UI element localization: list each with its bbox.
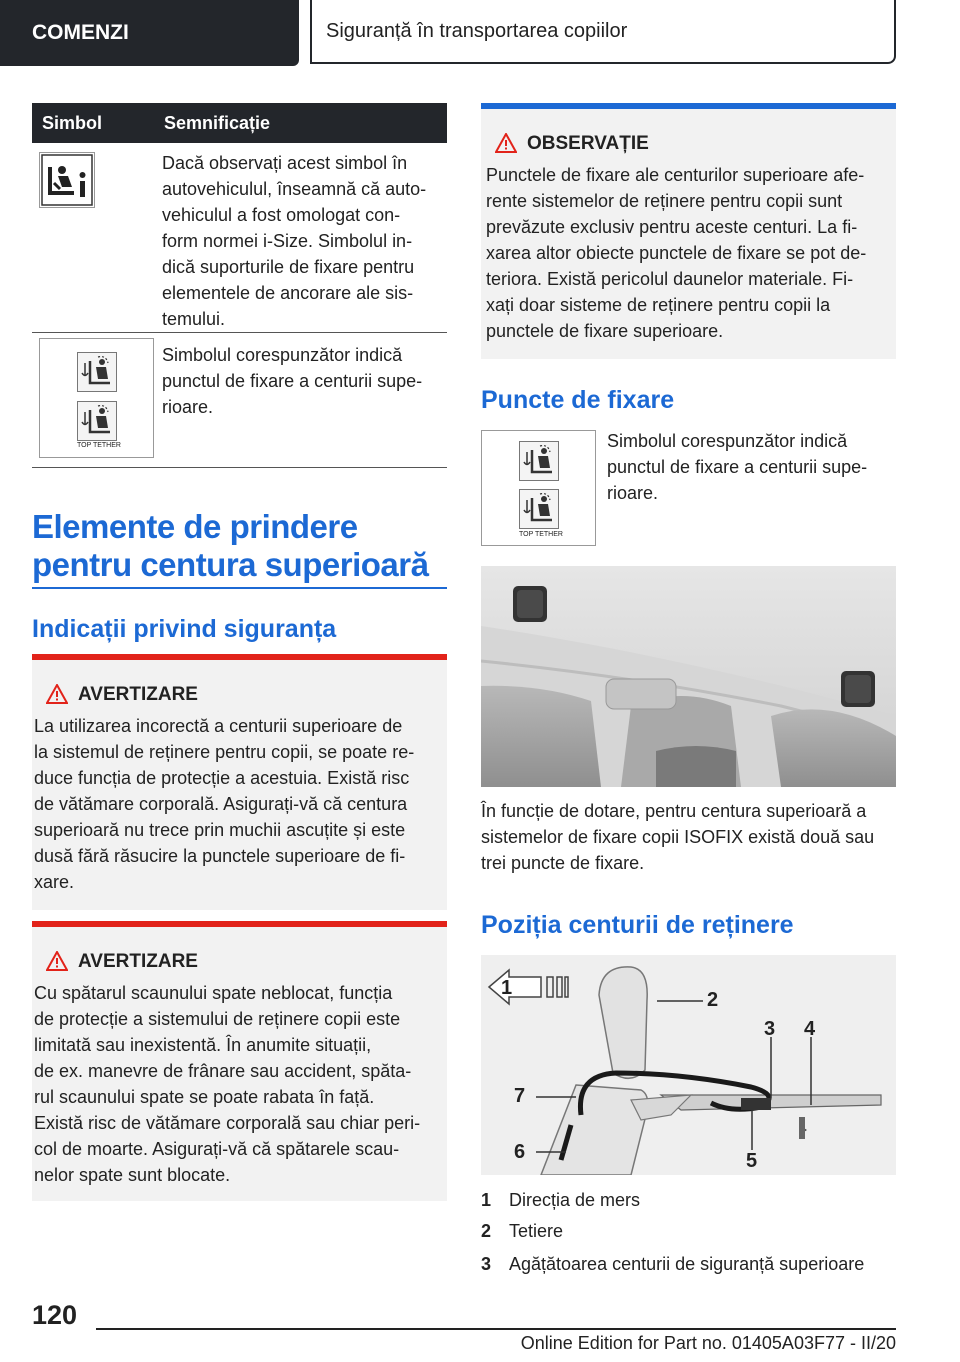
warning-triangle-icon: [46, 684, 68, 704]
text-line: de vătămare corporală. Asigurați-vă că centura: [34, 794, 408, 814]
diagram-label: 5: [746, 1150, 758, 1172]
diagram-graphic: [481, 955, 896, 1175]
section-heading: [32, 508, 447, 584]
belt-position-diagram: [481, 955, 896, 1175]
anchor-seat-icon: [77, 352, 117, 392]
text-line: punctul de fixare a centurii supe-: [607, 457, 868, 477]
diagram-label: 7: [514, 1085, 526, 1107]
text-line: rioare.: [162, 397, 214, 417]
text-line: la sistemul de reținere pentru copii, se poate re-: [34, 742, 415, 762]
text-line: nelor spate sunt blocate.: [34, 1165, 231, 1185]
heading-line: pentru centura superioară: [32, 546, 429, 583]
top-tether-anchor-icon: [39, 338, 154, 458]
text-line: xare.: [34, 872, 75, 892]
top-tether-caption: TOP TETHER: [519, 531, 563, 538]
text-line: col de moarte. Asigurați-vă că spătarele scau-: [34, 1139, 400, 1159]
text-line: rente sistemelor de reținere pentru copii sunt: [486, 191, 843, 211]
safety-subheading: Indicații privind siguranța: [32, 615, 337, 643]
text-line: superioară nu trece prin muchii ascuțite și este: [34, 820, 406, 840]
text-line: dusă fără răsucire la punctele superioare de fi-: [34, 846, 406, 866]
fixing-points-text: [607, 428, 897, 506]
diagram-label: 6: [514, 1141, 526, 1163]
legend-number: 3: [481, 1254, 492, 1274]
warning-title: AVERTIZARE: [78, 684, 198, 705]
text-line: xați doar sisteme de reținere pentru copii la: [486, 295, 831, 315]
text-line: xarea altor obiecte punctele de fixare se pot de-: [486, 243, 867, 263]
text-line: teriora. Există pericolul daunelor materiale. Fi-: [486, 269, 854, 289]
section-label: Siguranță în transportarea copiilor: [326, 19, 628, 42]
diagram-label: 3: [764, 1018, 776, 1040]
text-line: Simbolul corespunzător indică: [607, 431, 848, 451]
equipment-text: [481, 798, 901, 876]
text-line: de protecție a sistemului de reținere copii este: [34, 1009, 401, 1029]
text-line: punctele de fixare superioare.: [486, 321, 724, 341]
chapter-label: COMENZI: [32, 21, 129, 44]
warning-box: [32, 927, 447, 1201]
diagram-label: 2: [707, 989, 719, 1011]
text-line: form normei i-Size. Simbolul in-: [162, 231, 413, 251]
warning-text: [34, 980, 454, 1188]
legend-text: Agățătoarea centurii de siguranță superioare: [509, 1254, 865, 1274]
text-line: de ex. manevre de frânare sau accident, spăta-: [34, 1061, 412, 1081]
text-line: temului.: [162, 309, 226, 329]
text-line: trei puncte de fixare.: [481, 853, 645, 873]
text-line: duce funcția de protecție a acestuia. Există risc: [34, 768, 410, 788]
text-line: Există risc de vătămare corporală sau chiar peri-: [34, 1113, 421, 1133]
warning-text: [34, 713, 454, 895]
warning-triangle-icon: [46, 951, 68, 971]
legend-number: 2: [481, 1221, 492, 1241]
text-line: sistemelor de fixare copii ISOFIX există două sau: [481, 827, 875, 847]
row2-meaning: [162, 342, 452, 420]
text-line: Cu spătarul scaunului spate neblocat, funcția: [34, 983, 393, 1003]
note-title: OBSERVAȚIE: [527, 133, 649, 154]
warning-title: AVERTIZARE: [78, 951, 198, 972]
note-text: [486, 162, 906, 344]
footer-rule: [96, 1328, 896, 1330]
text-line: Simbolul corespunzător indică: [162, 345, 403, 365]
legend-text: Tetiere: [509, 1221, 564, 1241]
text-line: vehiculul a fost omologat con-: [162, 205, 401, 225]
section-tab[interactable]: [310, 0, 896, 64]
row1-meaning: [162, 150, 452, 332]
text-line: rioare.: [607, 483, 659, 503]
text-line: Dacă observați acest simbol în: [162, 153, 408, 173]
text-line: prevăzute exclusiv pentru aceste centuri. La fi-: [486, 217, 858, 237]
text-line: punctul de fixare a centurii supe-: [162, 371, 423, 391]
symbol-table-header: [32, 103, 447, 143]
anchor-seat-icon: [519, 441, 559, 481]
text-line: limitată sau inexistentă. În anumite situații,: [34, 1035, 372, 1055]
text-line: La utilizarea incorectă a centurii superioare de: [34, 716, 403, 736]
diagram-label: 1: [501, 977, 513, 999]
page-number: 120: [32, 1300, 78, 1330]
text-line: rul scaunului spate se poate rabata în față.: [34, 1087, 375, 1107]
heading-line: Elemente de prindere: [32, 508, 358, 545]
table-bottom-rule: [32, 467, 447, 468]
text-line: În funcție de dotare, pentru centura superioară a: [481, 801, 867, 821]
top-tether-anchor-icon: [481, 430, 596, 546]
isize-seat-icon: [39, 152, 95, 208]
note-box: [481, 109, 896, 359]
text-line: elementele de ancorare ale sis-: [162, 283, 414, 303]
legend-number: 1: [481, 1190, 492, 1210]
belt-position-heading: Poziția centurii de reținere: [481, 911, 794, 939]
chapter-tab[interactable]: [0, 0, 299, 66]
col-meaning-header: Semnificație: [164, 113, 271, 133]
table-row-divider: [32, 332, 447, 333]
caution-triangle-icon: [495, 133, 517, 153]
rear-shelf-anchor-photo: [481, 566, 896, 787]
edition-text: Online Edition for Part no. 01405A03F77 - II/20: [520, 1333, 896, 1353]
col-symbol-header: Simbol: [42, 113, 103, 133]
warning-box: [32, 660, 447, 910]
text-line: dică suporturile de fixare pentru: [162, 257, 415, 277]
text-line: autovehiculul, înseamnă că auto-: [162, 179, 427, 199]
top-tether-caption: TOP TETHER: [77, 442, 121, 449]
legend-text: Direcția de mers: [509, 1190, 641, 1210]
diagram-label: 4: [804, 1018, 816, 1040]
fixing-points-heading: Puncte de fixare: [481, 386, 675, 414]
heading-underline: [32, 587, 447, 589]
anchor-seat-icon: [519, 489, 559, 529]
anchor-seat-icon: [77, 401, 117, 441]
text-line: Punctele de fixare ale centurilor superioare afe-: [486, 165, 865, 185]
